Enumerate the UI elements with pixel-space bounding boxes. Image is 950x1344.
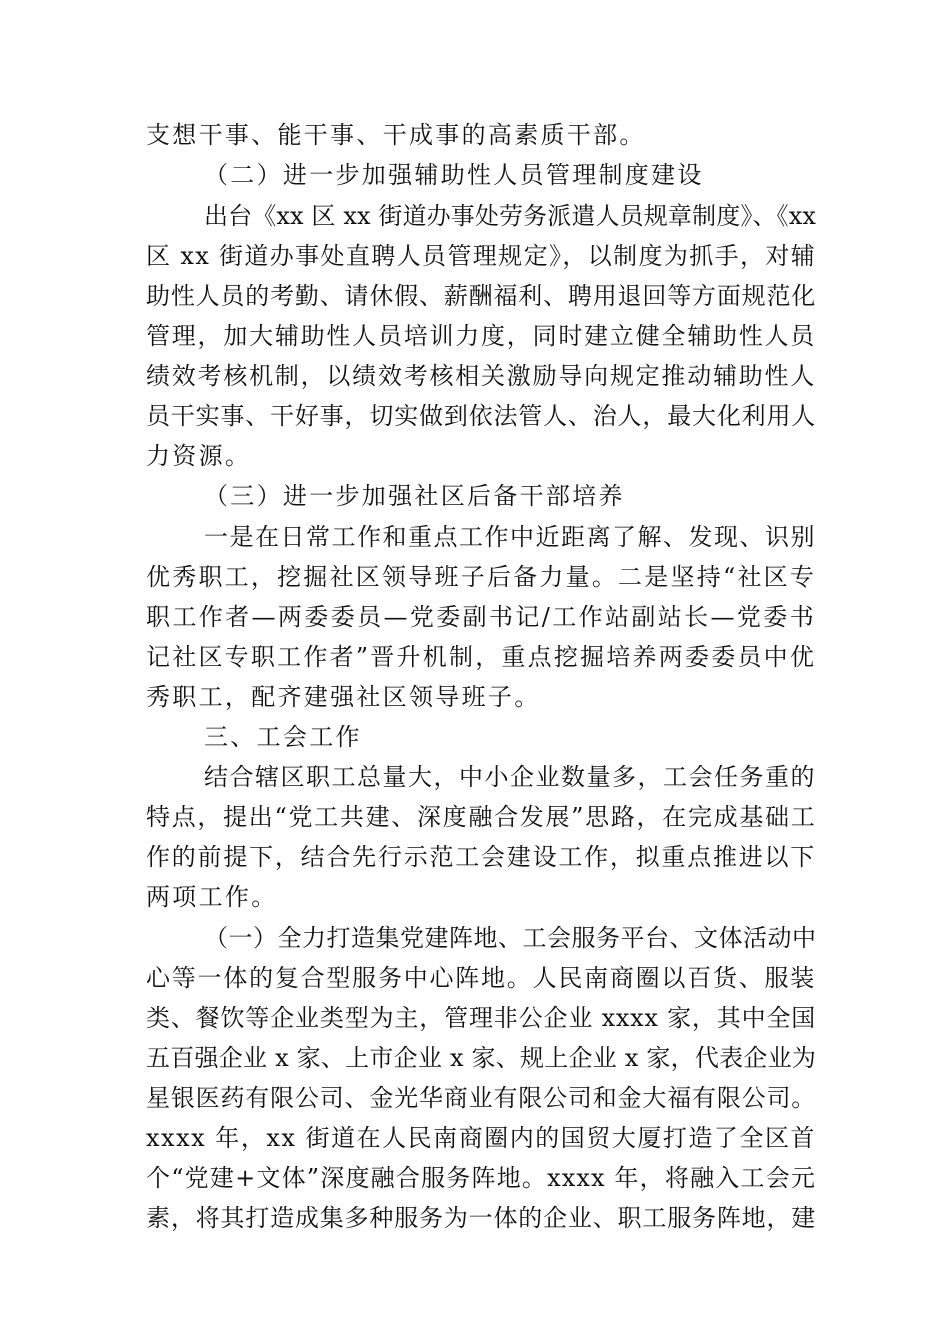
section-heading: （二）进一步加强辅助性人员管理制度建设 xyxy=(204,161,704,189)
text-line: 绩效考核机制，以绩效考核相关激励导向规定推动辅助性人 xyxy=(146,362,816,390)
text-line: xxxx 年，xx 街道在人民南商圈内的国贸大厦打造了全区首 xyxy=(146,1124,816,1152)
text-line: 职工作者—两委委员—党委副书记/工作站副站长—党委书 xyxy=(146,603,816,631)
text-line: 心等一体的复合型服务中心阵地。人民南商圈以百货、服装 xyxy=(146,964,816,992)
text-line: 一是在日常工作和重点工作中近距离了解、发现、识别 xyxy=(204,523,816,551)
text-line: 出台《xx 区 xx 街道办事处劳务派遣人员规章制度》、《xx xyxy=(204,202,816,230)
text-line: 优秀职工，挖掘社区领导班子后备力量。二是坚持“社区专 xyxy=(146,563,816,591)
text-line: （一）全力打造集党建阵地、工会服务平台、文体活动中 xyxy=(204,924,816,952)
text-line: 员干实事、干好事，切实做到依法管人、治人，最大化利用人 xyxy=(146,402,816,430)
text-line: 区 xx 街道办事处直聘人员管理规定》，以制度为抓手，对辅 xyxy=(146,242,816,270)
section-heading: （三）进一步加强社区后备干部培养 xyxy=(204,482,625,510)
text-line: 作的前提下，结合先行示范工会建设工作，拟重点推进以下 xyxy=(146,843,816,871)
section-heading: 三、工会工作 xyxy=(204,723,362,751)
text-line: 助性人员的考勤、请休假、薪酬福利、聘用退回等方面规范化 xyxy=(146,282,816,310)
text-line: 力资源。 xyxy=(146,442,252,470)
text-line: 秀职工，配齐建强社区领导班子。 xyxy=(146,683,541,711)
text-line: 星银医药有限公司、金光华商业有限公司和金大福有限公司。 xyxy=(146,1084,816,1112)
text-line: 结合辖区职工总量大，中小企业数量多，工会任务重的 xyxy=(204,763,816,791)
text-line: 个“党建+文体”深度融合服务阵地。xxxx 年，将融入工会元 xyxy=(146,1164,816,1192)
text-line: 五百强企业 x 家、上市企业 x 家、规上企业 x 家，代表企业为 xyxy=(146,1044,816,1072)
text-line: 支想干事、能干事、干成事的高素质干部。 xyxy=(146,121,646,149)
text-line: 两项工作。 xyxy=(146,883,278,911)
text-line: 类、餐饮等企业类型为主，管理非公企业 xxxx 家，其中全国 xyxy=(146,1004,816,1032)
text-line: 管理，加大辅助性人员培训力度，同时建立健全辅助性人员 xyxy=(146,322,816,350)
text-line: 特点，提出“党工共建、深度融合发展”思路，在完成基础工 xyxy=(146,803,816,831)
text-line: 记社区专职工作者”晋升机制，重点挖掘培养两委委员中优 xyxy=(146,643,816,671)
text-line: 素，将其打造成集多种服务为一体的企业、职工服务阵地，建 xyxy=(146,1204,816,1232)
